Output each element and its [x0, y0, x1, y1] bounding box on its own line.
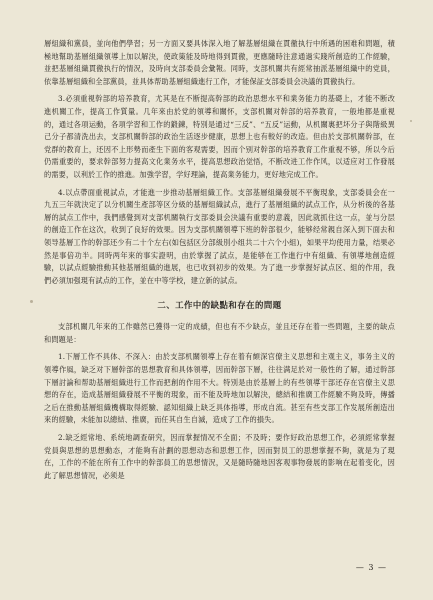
paragraph-item-4: 4.以点帶面重視試点，才能進一步推动基層組織工作。支部基層組織發展不平衡現象，支部委員会在一九五三年就決定了以分机關生產部等区分級的基層組織試点，進行了基層組織的試点工作，从分析後的各基層的試点工作中，我們感覺到对支部机關執行支部委員会決議有重要的意義，因此就抓住这一点，並与分层的創造工作在这次，收到了良好的效果。因为支部机關領導下班的幹部很少，能够经常親自深入到下面去和领导基層工作的幹部还少有二十个左右(如包括区分部級別小组共二十六个小組)，如果平均使用力量，结果必然是事倍功半。同時两年來的事实證明，由於掌握了試点，是能够在工作進行中有組織、有領導地創造經驗，以試点經驗推動其他基層組織的進展，也已收到初步的效果。为了進一步掌握好試点区、組的作用，我們必須加强現有試点的工作，並在中等学校，建立新的試点。: [44, 187, 395, 285]
body-text-bottom: [44, 321, 395, 482]
paragraph-intro: 支部机關几年來的工作雖然已獲得一定的成績，但也有不少缺点，並且还存在着一些問題，主要的缺点和問題是：: [44, 322, 395, 344]
paragraph-continuation: 層組織和黨員，並向他們學習；另一方面又要具体深入地了解基層組織在貫徹执行中所遇的困难和問題，積極地幫助基層組織領導上加以解決，使政策能及時地得到貫徹，更應隨時注意通過实踐所創造的工作經驗，並把基層組織貫徹执行的情況，及時向支部委員会彙報。同時，支部机關共有經常抽派基層組織中的党員，依靠基層組織和全部黨員，並具体帮助基層組織進行工作，才能保証支部委員会决議的貫徹执行。: [44, 39, 395, 86]
paper-speck: [410, 120, 412, 122]
paragraph-problem-1: 1.下層工作不具体、不深入：由於支部机關領導上存在着有頗深官僚主义思想和主观主义，事务主义的領導作風，缺乏对下層幹部的思想教育和具体領導，因而幹部下層，往往满足於对一般性的了解，通过幹部下層討論和帮助基層組織进行工作而把創的作用不大。特別是由於基層上的有些領導干部还存在官僚主义思想的存在，造成基層組織發展不平衡的現象，而不能及時地加以解決，總結和推廣工作經驗不夠及時，傳播之后在推動基層組織機構取得經驗、認知組織上缺乏具体指導，形成自流。甚至有些支部工作发展所創造出來的經驗，未能加以總結、推廣，而任其自生自滅，造成了工作的損失。: [44, 352, 395, 425]
section-heading: 二、工作中的缺點和存在的問題: [157, 300, 282, 311]
body-text-top: [44, 38, 395, 287]
paragraph-problem-2: 2.缺乏經常地、系统地調查研究，因而掌握情况不全面；不及時；要作好政治思想工作，必須經常掌握党員與思想的思想動态，才能夠有計劃的思想动态和思想工作，因而對员工的思想掌握不夠，就是为了現在，工作的不能在所有工作中的幹部員工的思想情況，又是隨時隨地因客观事物發展的影响在起着变化，因此了解思想情况，必须是: [44, 433, 395, 480]
page-number: — 3 —: [355, 563, 387, 572]
paragraph-item-3: 3.必須重視幹部的培养教育，尤其是在不断提高幹部的政治思想水平和業务能力的基礎上，才能不断改進机關工作，提高工作質量。几年來由於党的領導和關怀，支部机關对幹部的培养教育，一般地都是重視的，通过各項运動，各項学習和工作的鍛鍊，特別是通过“三反”、“五反”运動，从机關裏把坏分子與階級異己分子都清洗出去，支部机關幹部的政治生活逐步健康，思想上也有較好的改造。但由於支部机關幹部，在党群的教育上，还因不上形勢而產生下面的客观需要，因而个别对幹部的培养教育工作重視不够，所以今后仍需重要的，要求幹部努力提高文化業务水平，提高思想政治觉悟，不断改进工作作风，以适应对工作發展的需要，以利於工作的推進。加強学習，学好理論，提高業务能力，更好地完成工作。: [44, 94, 395, 179]
paper-speck: [30, 300, 33, 303]
